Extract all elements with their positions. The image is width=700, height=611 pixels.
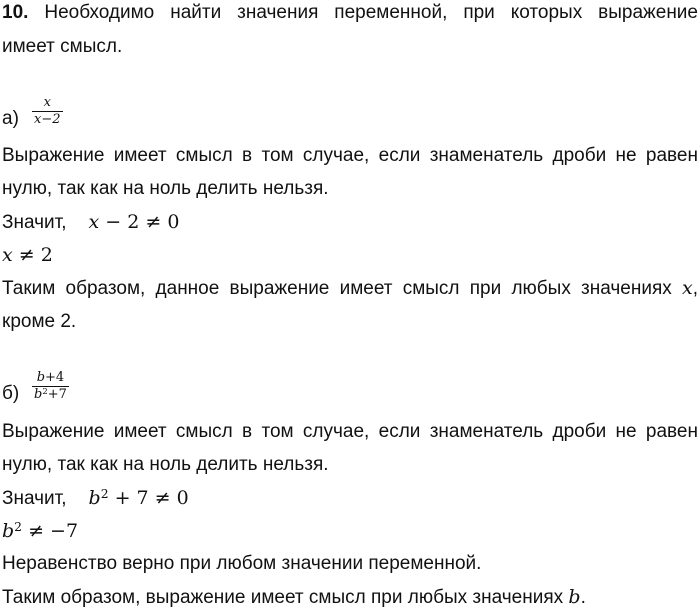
part-b-conclusion-var: b [568, 586, 581, 608]
part-a-fraction [32, 96, 63, 126]
part-b-fraction-numerator: b+4 [36, 370, 65, 385]
part-b-label: б) [2, 383, 20, 404]
part-b-fraction [32, 371, 69, 401]
problem-statement [2, 2, 698, 25]
part-b-therefore: Значит, $b^2 + 7 \ne 0$ [2, 486, 189, 509]
part-a-explain-line-2: нулю, так как на ноль делить нельзя. [2, 178, 329, 199]
part-b-inequality-var: b [88, 487, 101, 509]
part-b-result: $b^2 \ne -7$ [2, 519, 79, 542]
part-b-explain-line-2: нулю, так как на ноль делить нельзя. [2, 454, 329, 475]
statement-line-2: имеет смысл. [2, 36, 123, 57]
statement-line-1: Необходимо найти значения переменной, при которых выражение [44, 2, 698, 23]
problem-number: 10. [2, 2, 29, 23]
part-b-note: Неравенство верно при любом значении переменной. [2, 553, 482, 574]
part-a-inequality-var: x [88, 211, 100, 233]
part-b-inequality: + 7 ≠ 0 [108, 487, 189, 509]
part-a-conclusion-var: x [682, 277, 693, 299]
part-b-fraction-denominator: $b^2+7$ [34, 385, 67, 402]
part-a-explain-line-1: Выражение имеет смысл в том случае, если знаменатель дроби не равен [2, 145, 698, 166]
part-b-explain-line-1: Выражение имеет смысл в том случае, если знаменатель дроби не равен [2, 421, 698, 442]
part-a-conclusion-line-1: Таким образом, данное выражение имеет смысл при любых значениях x, [2, 277, 698, 299]
part-a-conclusion-line-2: кроме 2. [2, 311, 77, 332]
part-a-fraction-numerator: x [43, 95, 51, 110]
part-a-label: а) [2, 108, 19, 129]
part-a-inequality: − 2 ≠ 0 [99, 211, 180, 233]
part-a-result: x ≠ 2 [2, 244, 53, 266]
part-a-fraction-denominator: x−2 [34, 111, 61, 127]
part-b-conclusion: Таким образом, выражение имеет смысл при любых значениях b. [2, 586, 586, 608]
part-a-therefore: Значит, x − 2 ≠ 0 [2, 211, 180, 233]
